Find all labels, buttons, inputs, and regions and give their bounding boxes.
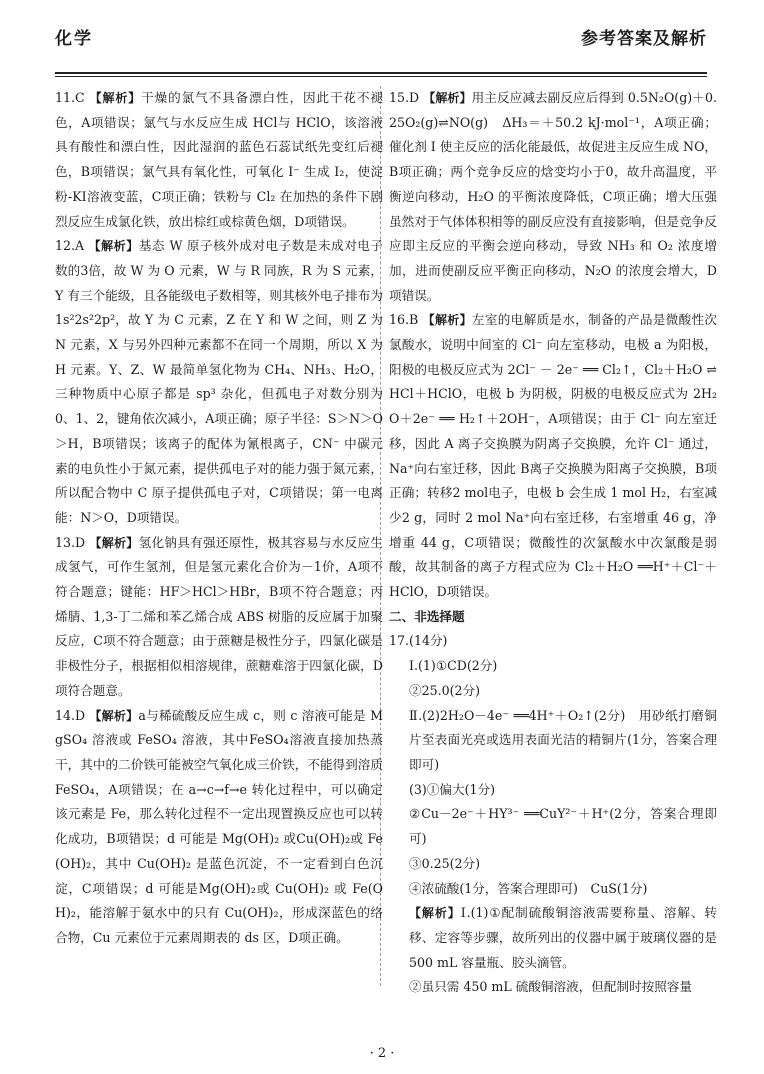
answer-line: (3)①偏大(1分) [409,781,496,797]
analysis-tag: 【解析】 [89,708,139,723]
analysis-tag: 【解析】 [422,313,472,328]
answer-14 [55,704,383,951]
analysis-tag: 【解析】 [409,906,461,921]
analysis-line: ②虽只需 450 mL 硫酸铜溶液，但配制时按照容量 [409,979,693,995]
answer-line: ③0.25(2分) [409,855,481,871]
analysis-tag: 【解析】 [89,91,142,105]
analysis-tag: 【解析】 [88,239,139,254]
answer-17 [389,629,717,1000]
section-heading: 二、非选择题 [389,608,465,624]
answer-text: 基态 W 原子核外成对电子数是未成对电子数的3倍，故 W 为 O 元素，W 与 R 同族，R 为 S 元素，Y 有三个能级，且各能级电子数相等，则其核外电子排布为 1s²2s²2p²，故 Y 为 C 元素，Z 在 Y 和 W 之间，则 Z 为 N 元素，X 与另外四种元素都不在同一个周期，所以 X 为 H 元素。Y、Z、W 最简单氢化物为 CH₄、NH₃、H₂O，三种物质中心原子都是 sp³ 杂化，但孤电子对数分别为 0、1、2，键角依次减小，A项正确；原子半径：S＞N＞O＞H，B项错误；该离子的配体为氰根离子，CN⁻ 中碳元素的电负性小于氮元素，提供孤电子对的能力强于氮元素，所以配合物中 C 原子提供孤电子对，C项错误；第一电离能：N＞O，D项错误。 [55,238,383,525]
answer-13 [55,531,383,704]
answer-number: 15.D [389,90,420,105]
analysis-tag: 【解析】 [89,535,139,550]
document-title: 参考答案及解析 [581,29,707,49]
subject-title: 化学 [55,29,93,49]
question-title: 17.(14分) [389,633,448,649]
page-header [55,20,707,56]
answer-text: 左室的电解质是水，制备的产品是微酸性次氯酸水，说明中间室的 Cl⁻ 向左室移动，电极 a 为阳极，阳极的电极反应式为 2Cl⁻ － 2e⁻ ══ Cl₂↑，Cl₂＋H₂O ⇌HCl＋HClO，电极 b 为阴极，阴极的电极反应式为 2H₂O＋2e⁻ ══ H₂↑＋2OH⁻，A项错误；由于 Cl⁻ 向左室迁移，因此 A 离子交换膜为阴离子交换膜，允许 Cl⁻ 通过，Na⁺向右室迁移，因此 B离子交换膜为阳离子交换膜，B项正确；转移2 mol电子，电极 b 会生成 1 mol H₂，右室减少2 g，同时 2 mol Na⁺向右室迁移，右室增重 46 g，净增重 44 g，C项错误；微酸性的次氯酸水中次氯酸是弱酸，故其制备的离子方程式应为 Cl₂＋H₂O ══H⁺＋Cl⁻＋HClO，D项错误。 [389,312,717,600]
answer-line: ②Cu－2e⁻＋HY³⁻ ══CuY²⁻＋H⁺(2分，答案合理即可) [409,806,717,847]
answer-number: 14.D [55,707,86,723]
answer-12 [55,234,383,530]
answer-text: 干燥的氯气不具备漂白性，因此干花不褪色，A项错误；氯气与水反应生成 HCl与 HClO，该溶液具有酸性和漂白性，因此湿润的蓝色石蕊试纸先变红后褪色，B项错误；氯气具有氧化性，可氧化 I⁻ 生成 I₂，使淀粉-KI溶液变蓝，C项正确；铁粉与 Cl₂ 在加热的条件下剧烈反应生成氯化铁，放出棕红或棕黄色烟，D项错误。 [55,90,383,229]
page-number: · 2 · [369,1046,395,1061]
analysis-paragraph [389,901,717,975]
header-rule-thick [55,72,707,74]
right-column [389,86,717,1000]
answer-number: 11.C [55,90,85,105]
header-rule-thin [55,76,707,77]
analysis-text: Ⅰ.(1)①配制硫酸铜溶液需要称量、溶解、转移、定容等步骤，故所列出的仪器中属于玻璃仪器的是 500 mL 容量瓶、胶头滴管。 [409,905,717,970]
answer-15 [389,86,717,308]
answer-number: 12.A [55,238,85,254]
answer-11 [55,86,383,234]
left-column [55,86,383,951]
answer-number: 13.D [55,534,86,550]
answer-text: 用主反应减去副反应后得到 0.5N₂O(g)＋0.25O₂(g)⇌NO(g) ΔH₃＝＋50.2 kJ·mol⁻¹，A项正确；催化剂 Ⅰ 使主反应的活化能最低，故促进主反应生成 NO，B项正确；两个竞争反应的焓变均小于0，故升高温度，平衡逆向移动，H₂O 的平衡浓度降低，C项正确；增大压强虽然对于气体体积相等的副反应没有直接影响，但是竞争反应即主反应的平衡会逆向移动，导致 NH₃ 和 O₂ 浓度增加，进而使副反应平衡正向移动，N₂O 的浓度会增大，D项错误。 [389,90,717,303]
answer-line: ④浓硫酸(1分，答案合理即可) CuS(1分) [409,880,648,896]
analysis-tag: 【解析】 [423,91,472,105]
answer-line: Ⅱ.(2)2H₂O－4e⁻ ══4H⁺＋O₂↑(2分) 用砂纸打磨铜片至表面光亮或选用表面光洁的精铜片(1分，答案合理即可) [409,707,717,772]
answer-number: 16.B [389,312,419,328]
answer-text: a与稀硫酸反应生成 c，则 c 溶液可能是 MgSO₄ 溶液或 FeSO₄ 溶液，其中FeSO₄溶液直接加热蒸干，其中的二价铁可能被空气氧化成三价铁，不能得到溶质 FeSO₄，A项错误；在 a→c→f→e 转化过程中，可以确定该元素是 Fe，那么转化过程不一定出现置换反应也可以转化成功，B项错误；d 可能是 Mg(OH)₂ 或Cu(OH)₂或 Fe(OH)₂，其中 Cu(OH)₂ 是蓝色沉淀，不一定看到白色沉淀，C项错误；d 可能是Mg(OH)₂或 Cu(OH)₂ 或 Fe(OH)₂，能溶解于氨水中的只有 Cu(OH)₂，形成深蓝色的络合物，Cu 元素位于元素周期表的 ds 区，D项正确。 [55,707,383,945]
answer-line: ②25.0(2分) [409,682,481,698]
answer-text: 氢化钠具有强还原性，极其容易与水反应生成氢气，可作生氢剂，但是氢元素化合价为－1价，A项不符合题意；键能：HF＞HCl＞HBr，B项不符合题意；丙烯腈、1,3-丁二烯和苯乙烯合成 ABS 树脂的反应属于加聚反应，C项不符合题意；由于蔗糖是极性分子，四氯化碳是非极性分子，根据相似相溶规律，蔗糖难溶于四氯化碳，D项符合题意。 [55,534,383,698]
answer-16 [389,308,717,604]
answer-line: Ⅰ.(1)①CD(2分) [409,658,498,674]
